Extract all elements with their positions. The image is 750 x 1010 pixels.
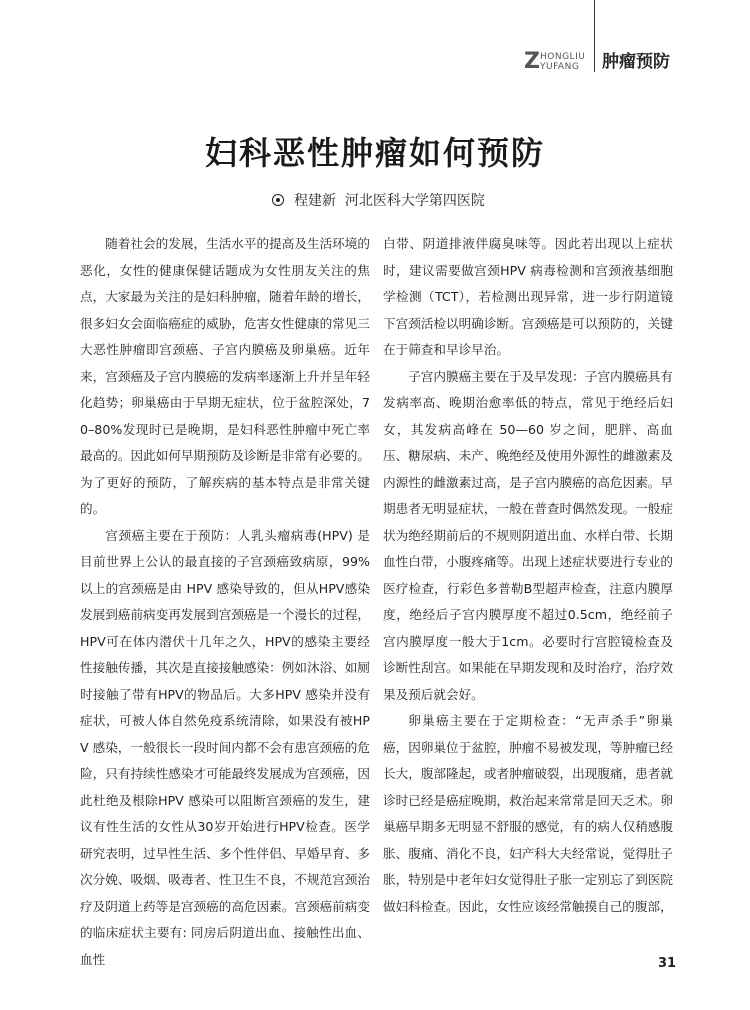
page-header	[0, 0, 750, 80]
author-name: 程建新	[294, 193, 336, 209]
brand-word-bottom: YUFANG	[540, 62, 580, 72]
header-divider	[594, 0, 595, 72]
article-title: 妇科恶性肿瘤如何预防	[204, 134, 545, 172]
left-column	[80, 231, 370, 973]
right-column	[383, 231, 673, 920]
section-label: 肿瘤预防	[602, 52, 670, 72]
brand-logo	[524, 50, 594, 74]
paragraph-cervical-cancer: 宫颈癌主要在于预防：人乳头瘤病毒(HPV) 是目前世界上公认的最直接的子宫颈癌致病原，99% 以上的宫颈癌是由 HPV 感染导致的，但从HPV感染发展到癌前病变再发展到宫颈癌是一个漫长的过程，HPV可在体内潜伏十几年之久，HPV的感染主要经性接触传播，其次是直接接触感染：例如沐浴、如厕时接触了带有HPV的物品后。大多HPV 感染并没有症状，可被人体自然免疫系统清除，如果没有被HPV 感染，一般很长一段时间内都不会有患宫颈癌的危险，只有持续性感染才可能最终发展成为宫颈癌，因此杜绝及根除HPV 感染可以阻断宫颈癌的发生，建议有性生活的女性从30岁开始进行HPV检查。医学研究表明，过早性生活、多个性伴侣、早婚早育、多次分娩、吸烟、吸毒者、性卫生不良，不规范宫颈治疗及阴道上药等是宫颈癌的高危因素。宫颈癌前病变的临床症状主要有: 同房后阴道出血、接触性出血、血性	[80, 527, 370, 967]
brand-letter: Z	[524, 49, 540, 74]
paragraph-endometrial-cancer: 子宫内膜癌主要在于及早发现：子宫内膜癌具有发病率高、晚期治愈率低的特点，常见于绝经后妇女，其发病高峰在 50—60 岁之间，肥胖、高血压、糖尿病、未产、晚绝经及使用外源性的雌激素及内源性的雌激素过高，是子宫内膜癌的高危因素。早期患者无明显症状，一般在普查时偶然发现。一般症状为绝经期前后的不规则阴道出血、水样白带、长期血性白带，小腹疼痛等。出现上述症状要进行专业的医疗检查，行彩色多普勒B型超声检查，注意内膜厚度，绝经后子宫内膜厚度不超过0.5cm，绝经前子宫内膜厚度一般大于1cm。必要时行宫腔镜检查及诊断性刮宫。如果能在早期发现和及时治疗，治疗效果及预后就会好。	[383, 368, 673, 702]
author-affiliation: 河北医科大学第四医院	[344, 193, 485, 209]
bullseye-icon	[272, 194, 284, 206]
byline	[272, 191, 485, 211]
paragraph-cervical-cancer-continued: 白带、阴道排液伴腐臭味等。因此若出现以上症状时，建议需要做宫颈HPV 病毒检测和宫颈液基细胞学检测（TCT），若检测出现异常，进一步行阴道镜下宫颈活检以明确诊断。宫颈癌是可以预防的，关键在于筛查和早诊早治。	[383, 236, 673, 357]
paragraph-intro: 随着社会的发展，生活水平的提高及生活环境的恶化，女性的健康保健话题成为女性朋友关注的焦点，大家最为关注的是妇科肿瘤，随着年龄的增长，很多妇女会面临癌症的威胁，危害女性健康的常见三大恶性肿瘤即宫颈癌、子宫内膜癌及卵巢癌。近年来，宫颈癌及子宫内膜癌的发病率逐渐上升并呈年轻化趋势；卵巢癌由于早期无症状，位于盆腔深处，70–80%发现时已是晚期，是妇科恶性肿瘤中死亡率最高的。因此如何早期预防及诊断是非常有必要的。为了更好的预防，了解疾病的基本特点是非常关键的。	[80, 236, 370, 516]
brand-word-top: HONGLIU	[540, 52, 586, 62]
page-number: 31	[658, 956, 677, 971]
paragraph-ovarian-cancer: 卵巢癌主要在于定期检查：“无声杀手”卵巢癌，因卵巢位于盆腔，肿瘤不易被发现，等肿瘤已经长大，腹部隆起，或者肿瘤破裂，出现腹痛，患者就诊时已经是癌症晚期，救治起来常常是回天乏术。卵巢癌早期多无明显不舒服的感觉，有的病人仅稍感腹胀、腹痛、消化不良，妇产科大夫经常说，觉得肚子胀，特别是中老年妇女觉得肚子胀一定别忘了到医院做妇科检查。因此，女性应该经常触摸自己的腹部，	[383, 713, 673, 914]
